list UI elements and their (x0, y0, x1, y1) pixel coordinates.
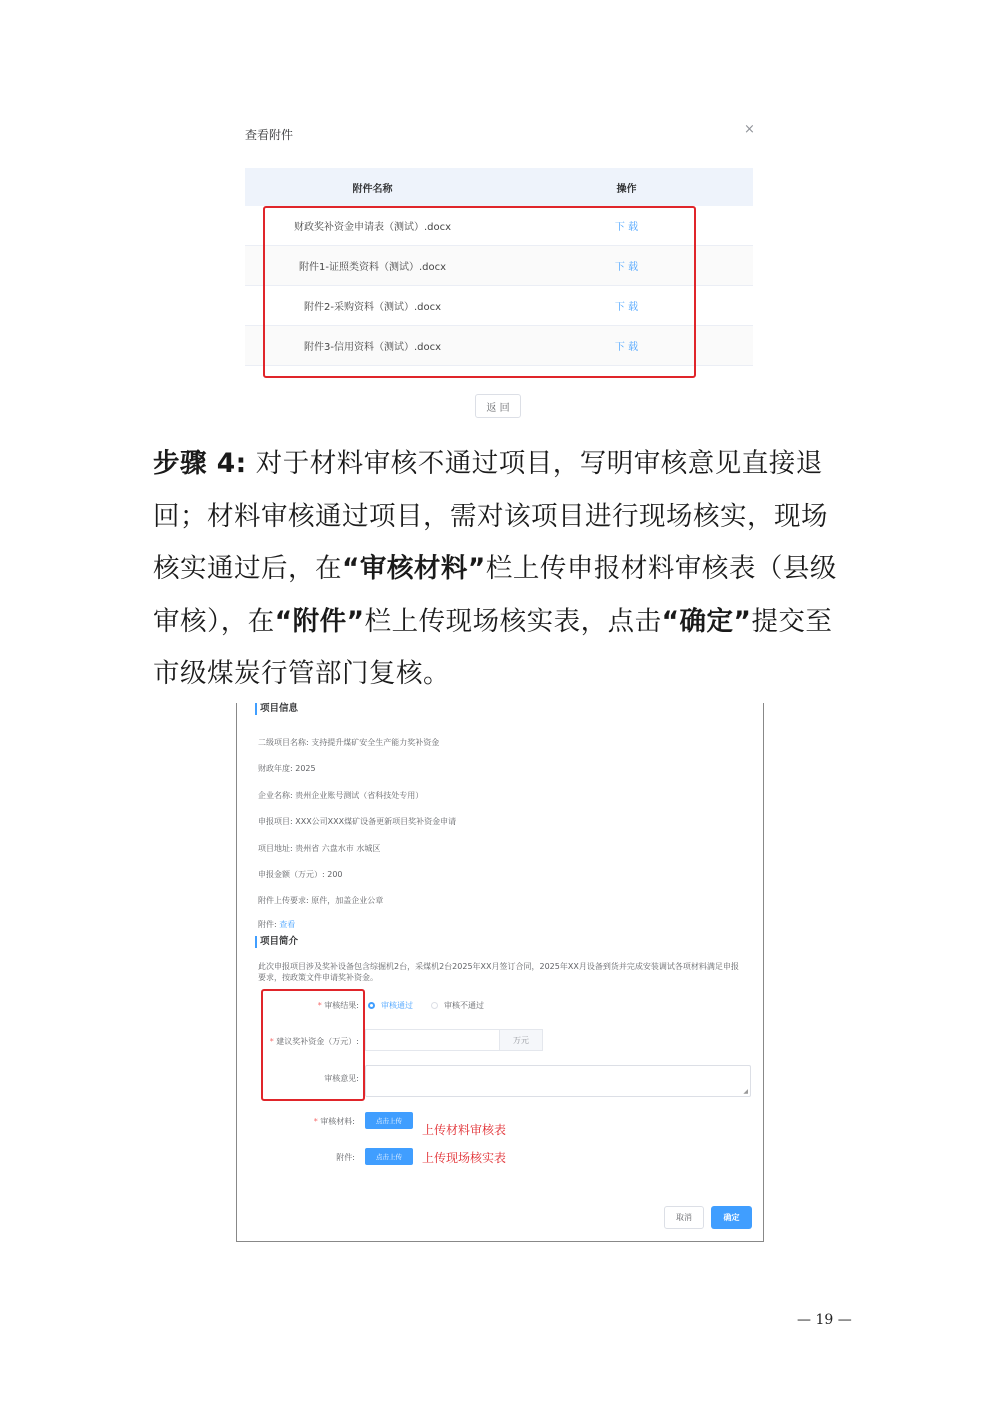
download-link[interactable]: 下 载 (614, 342, 639, 353)
table-header (245, 168, 753, 206)
instruction-text-1: 对于材料审核不通过项目，写明审核意见直接退回；材料审核通过项目，需对该项目进行现场核实，现场核实通过后，在 (153, 448, 828, 584)
review-opinion-label: 审核意见: (324, 1074, 359, 1083)
dialog-title: 查看附件 (245, 128, 294, 142)
review-material-label: * 审核材料: (313, 1117, 355, 1126)
info-address: 项目地址: 贵州省 六盘水市 水城区 (258, 844, 381, 853)
info-upload-requirement: 附件上传要求: 原件，加盖企业公章 (258, 896, 384, 905)
amount-unit: 万元 (499, 1030, 542, 1050)
download-link[interactable]: 下 载 (614, 302, 639, 313)
download-link[interactable]: 下 载 (614, 262, 639, 273)
highlight-box-review (261, 989, 365, 1101)
project-intro-text: 此次申报项目涉及奖补设备包含综掘机2台，采煤机2台2025年XX月签订合同，2025年XX月设备到货并完成安装调试各项材料满足申报要求，按政策文件申请奖补资金。 (258, 962, 739, 982)
info-fiscal-year: 财政年度: 2025 (258, 764, 316, 773)
suggested-amount-field[interactable] (365, 1029, 543, 1051)
download-link[interactable]: 下 载 (614, 222, 639, 233)
file-name: 附件3-信用资料（测试）.docx (303, 342, 442, 353)
info-company-name: 企业名称: 贵州企业账号测试（省科技处专用） (258, 791, 424, 800)
close-icon[interactable]: × (744, 122, 755, 137)
section-title-project-intro: 项目简介 (255, 936, 298, 948)
resize-handle-icon[interactable]: ◢ (743, 1088, 748, 1095)
review-result-label: * 审核结果: (317, 1001, 359, 1010)
radio-checked-icon (368, 1002, 375, 1009)
instruction-paragraph (153, 438, 853, 701)
suggested-amount-label: * 建议奖补资金（万元）: (269, 1037, 359, 1046)
attachment-upload-label: 附件: (336, 1153, 355, 1162)
view-attachment-link[interactable]: 查看 (279, 920, 296, 929)
header-action: 操作 (616, 183, 637, 195)
instruction-text-4: 提交至市级煤炭行管部门复核。 (153, 605, 833, 689)
info-attachment (258, 919, 295, 930)
attachment-label: 附件: (258, 920, 277, 929)
page-number: — 19 — (797, 1312, 852, 1328)
instruction-text-3: 栏上传现场核实表，点击 (364, 605, 662, 637)
back-button[interactable]: 返 回 (475, 394, 521, 418)
note-upload-material: 上传材料审核表 (422, 1123, 507, 1137)
radio-unchecked-icon (431, 1002, 438, 1009)
file-name: 附件1-证照类资料（测试）.docx (298, 262, 447, 273)
review-opinion-textarea[interactable] (365, 1065, 751, 1097)
note-upload-attachment: 上传现场核实表 (422, 1151, 507, 1165)
step-label: 步骤 4: (153, 448, 247, 479)
quoted-term-attachment: “附件” (274, 605, 365, 637)
upload-material-button[interactable]: 点击上传 (365, 1112, 413, 1129)
section-title-project-info: 项目信息 (255, 703, 298, 715)
file-name: 财政奖补资金申请表（测试）.docx (293, 222, 452, 233)
suggested-amount-input[interactable] (366, 1030, 499, 1050)
info-project: 申报项目: XXX公司XXX煤矿设备更新项目奖补资金申请 (258, 817, 457, 826)
instruction-text-2: 栏上传申报材料审核表（县级审核），在 (153, 553, 837, 637)
header-file-name: 附件名称 (352, 183, 393, 195)
file-name: 附件2-采购资料（测试）.docx (303, 302, 442, 313)
radio-rejected[interactable]: 审核不通过 (431, 1000, 484, 1011)
confirm-button[interactable]: 确定 (711, 1206, 752, 1229)
review-form (236, 703, 764, 1242)
cancel-button[interactable]: 取消 (664, 1206, 704, 1229)
radio-approved[interactable]: 审核通过 (368, 1000, 413, 1011)
highlight-box-files (263, 206, 696, 378)
info-sub-project-name: 二级项目名称: 支持提升煤矿安全生产能力奖补资金 (258, 738, 440, 747)
info-amount: 申报金额（万元）: 200 (258, 870, 343, 879)
quoted-term-material: “审核材料” (342, 553, 486, 584)
upload-attachment-button[interactable]: 点击上传 (365, 1148, 413, 1165)
quoted-term-confirm: “确定” (661, 605, 752, 637)
